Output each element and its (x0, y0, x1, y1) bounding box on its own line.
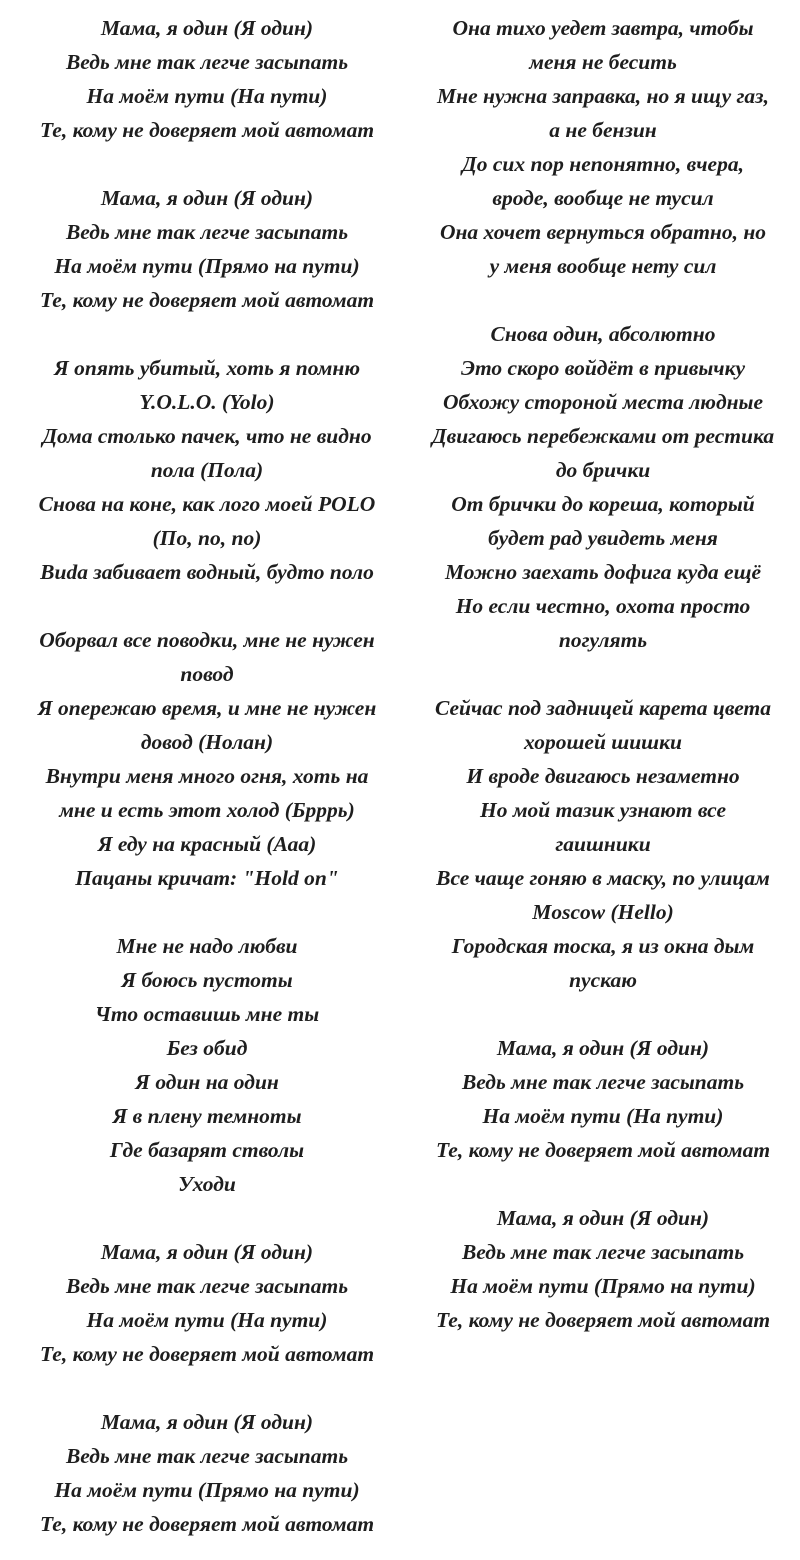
lyric-line: Но мой тазик узнают все (479, 798, 726, 822)
lyric-line: будет рад увидеть меня (488, 526, 718, 550)
lyric-line: (По, по, по) (152, 526, 262, 550)
lyric-line: Я боюсь пустоты (121, 968, 293, 992)
lyric-line: Городская тоска, я из окна дым (451, 934, 755, 958)
lyric-line: Те, кому не доверяет мой автомат (39, 118, 375, 142)
stanza-break (403, 657, 800, 691)
lyric-line: Я опять убитый, хоть я помню (53, 356, 361, 380)
lyric-line: Ведь мне так легче засыпать (65, 1444, 349, 1468)
lyric-line: Двигаюсь перебежками от рестика (431, 424, 775, 448)
lyric-line: Y.O.L.O. (Yolo) (139, 390, 275, 414)
lyric-line: Buda забивает водный, будто поло (40, 560, 374, 584)
lyric-line: гаишники (555, 832, 651, 856)
lyric-line: погулять (558, 628, 648, 652)
lyric-line: На моём пути (Прямо на пути) (54, 254, 360, 278)
lyrics-column-left (7, 11, 407, 1541)
lyric-line: Те, кому не доверяет мой автомат (435, 1138, 771, 1162)
stanza-break (403, 997, 800, 1031)
stanza-break (7, 589, 407, 623)
lyric-line: Мне нужна заправка, но я ищу газ, (437, 84, 769, 108)
lyric-line: Все чаще гоняю в маску, по улицам (436, 866, 770, 890)
lyric-line: Ведь мне так легче засыпать (65, 1274, 349, 1298)
stanza-break (7, 317, 407, 351)
lyric-line: пускаю (569, 968, 637, 992)
stanza-break (7, 1201, 407, 1235)
lyric-line: Те, кому не доверяет мой автомат (39, 288, 375, 312)
lyric-line: Мама, я один (Я один) (496, 1036, 710, 1060)
lyric-line: Без обид (166, 1036, 248, 1060)
lyric-line: Дома столько пачек, что не видно (42, 424, 372, 448)
lyric-line: мне и есть этот холод (Брррь) (59, 798, 355, 822)
lyric-line: Уходи (178, 1172, 236, 1196)
lyric-line: вроде, вообще не тусил (492, 186, 714, 210)
lyric-line: На моём пути (Прямо на пути) (54, 1478, 360, 1502)
lyric-line: Она тихо уедет завтра, чтобы (452, 16, 754, 40)
lyric-line: Внутри меня много огня, хоть на (45, 764, 369, 788)
lyric-line: На моём пути (Прямо на пути) (450, 1274, 756, 1298)
lyric-line: Пацаны кричат: "Hold on" (75, 866, 339, 890)
lyric-line: хорошей шишки (524, 730, 682, 754)
lyric-line: а не бензин (549, 118, 657, 142)
lyric-line: Мама, я один (Я один) (100, 1240, 314, 1264)
stanza-break (7, 147, 407, 181)
lyric-line: повод (180, 662, 234, 686)
lyric-line: пола (Пола) (150, 458, 264, 482)
lyric-line: Она хочет вернуться обратно, но (439, 220, 767, 244)
lyric-line: Я один на один (135, 1070, 279, 1094)
lyric-line: у меня вообще нету сил (489, 254, 717, 278)
lyric-line: Ведь мне так легче засыпать (461, 1240, 745, 1264)
lyric-line: Мама, я один (Я один) (496, 1206, 710, 1230)
lyric-line: до брички (555, 458, 651, 482)
lyric-line: Сейчас под задницей карета цвета (435, 696, 771, 720)
lyric-line: Мама, я один (Я один) (100, 186, 314, 210)
lyric-line: Ведь мне так легче засыпать (65, 220, 349, 244)
lyric-line: От брички до кореша, который (451, 492, 755, 516)
stanza-break (7, 1371, 407, 1405)
lyric-line: И вроде двигаюсь незаметно (466, 764, 740, 788)
lyric-line: Обхожу стороной места людные (442, 390, 764, 414)
lyric-line: Но если честно, охота просто (455, 594, 751, 618)
stanza-break (403, 1167, 800, 1201)
lyrics-column-right (403, 11, 800, 1337)
lyric-line: На моём пути (На пути) (86, 84, 328, 108)
lyric-line: довод (Нолан) (140, 730, 274, 754)
lyric-line: Те, кому не доверяет мой автомат (435, 1308, 771, 1332)
lyric-line: Ведь мне так легче засыпать (461, 1070, 745, 1094)
lyric-line: Можно заехать дофига куда ещё (444, 560, 762, 584)
lyric-line: Что оставишь мне ты (94, 1002, 320, 1026)
lyric-line: Это скоро войдёт в привычку (460, 356, 746, 380)
lyric-line: Те, кому не доверяет мой автомат (39, 1342, 375, 1366)
lyric-line: меня не бесить (529, 50, 677, 74)
lyric-line: Я опережаю время, и мне не нужен (37, 696, 377, 720)
lyric-line: Снова на коне, как лого моей POLO (38, 492, 376, 516)
lyric-line: До сих пор непонятно, вчера, (462, 152, 744, 176)
lyric-line: Мне не надо любви (116, 934, 298, 958)
stanza-break (7, 895, 407, 929)
lyric-line: На моём пути (На пути) (86, 1308, 328, 1332)
lyric-line: Те, кому не доверяет мой автомат (39, 1512, 375, 1536)
lyric-line: Снова один, абсолютно (490, 322, 716, 346)
lyric-line: Оборвал все поводки, мне не нужен (39, 628, 375, 652)
lyric-line: Ведь мне так легче засыпать (65, 50, 349, 74)
lyric-line: Moscow (Hello) (532, 900, 674, 924)
lyric-line: На моём пути (На пути) (482, 1104, 724, 1128)
lyric-line: Я еду на красный (Ааа) (97, 832, 317, 856)
lyric-line: Мама, я один (Я один) (100, 1410, 314, 1434)
lyric-line: Я в плену темноты (112, 1104, 302, 1128)
lyric-line: Где базарят стволы (109, 1138, 305, 1162)
stanza-break (403, 283, 800, 317)
lyric-line: Мама, я один (Я один) (100, 16, 314, 40)
